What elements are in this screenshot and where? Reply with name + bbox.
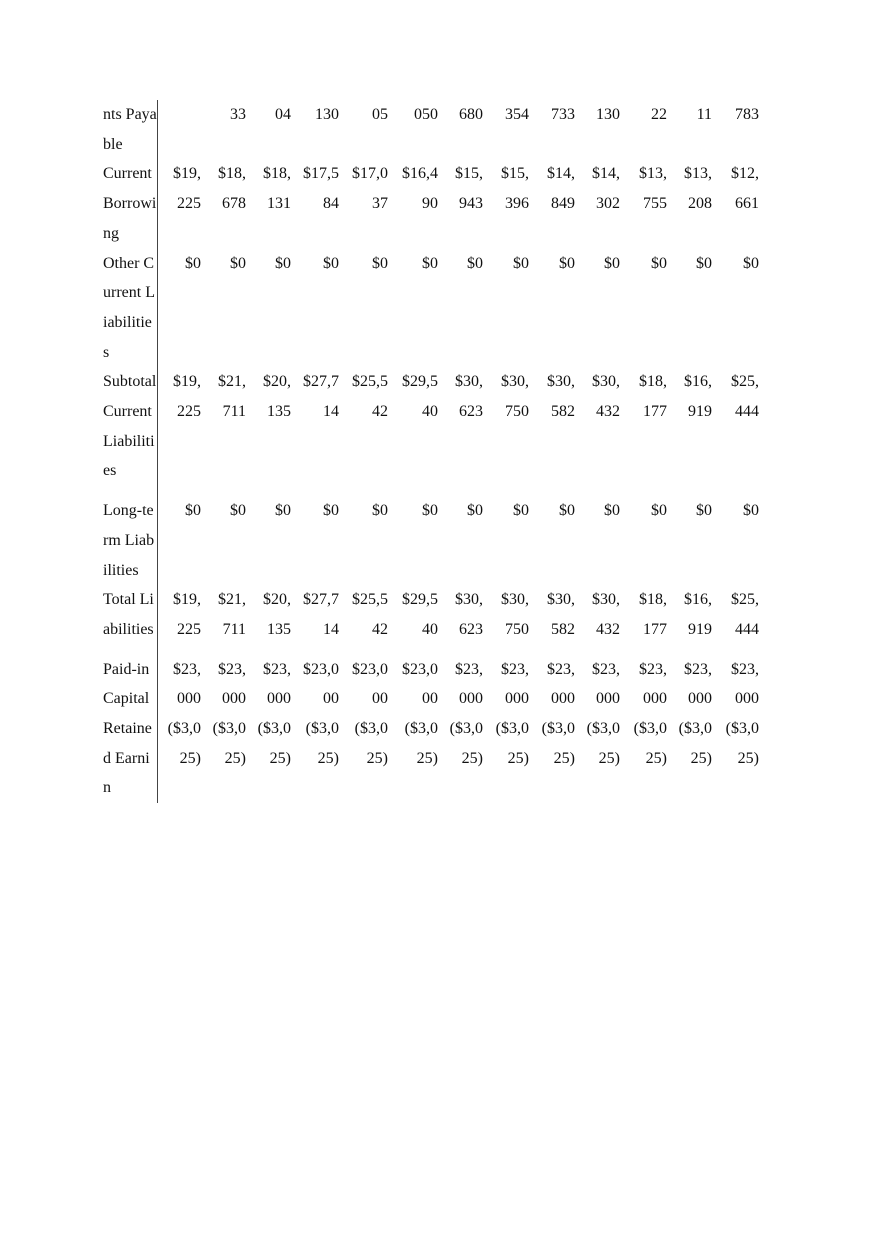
- cell-value: $23,000: [639, 660, 667, 708]
- table-cell: [339, 249, 388, 368]
- table-cell: [575, 367, 620, 486]
- cell-value: $0: [604, 502, 620, 520]
- table-cell: [158, 496, 202, 585]
- cell-value: 783: [735, 106, 759, 123]
- table-cell: [339, 100, 388, 159]
- table-cell: [575, 585, 620, 644]
- cell-value: $0: [743, 502, 759, 520]
- table-cell: [620, 249, 667, 368]
- spacer-cell: [201, 645, 246, 655]
- cell-value: $16,490: [402, 165, 438, 213]
- spacer-cell: [620, 486, 667, 496]
- cell-value: $15,943: [455, 165, 483, 213]
- table-cell: [483, 159, 529, 248]
- cell-value: ($3,025): [167, 720, 201, 767]
- spacer-cell: [158, 486, 202, 496]
- table-cell: [620, 159, 667, 248]
- cell-value: $13,208: [684, 165, 712, 213]
- cell-value: $0: [185, 254, 201, 272]
- cell-value: $17,037: [352, 165, 388, 213]
- table-cell: [246, 714, 291, 803]
- table-cell: [712, 585, 759, 644]
- cell-value: $0: [185, 502, 201, 520]
- table-cell: [246, 249, 291, 368]
- cell-value: 33: [230, 106, 246, 123]
- cell-value: $23,000: [684, 660, 712, 708]
- cell-value: 05: [372, 106, 388, 123]
- cell-value: 130: [315, 106, 339, 123]
- cell-value: $0: [275, 502, 291, 520]
- table-cell: [667, 367, 712, 486]
- cell-value: $0: [513, 502, 529, 520]
- table-cell: [339, 655, 388, 714]
- spacer-cell: [100, 486, 158, 496]
- cell-value: $21,711: [218, 591, 246, 638]
- table-cell: [529, 367, 575, 486]
- table-body: [100, 100, 759, 803]
- table-cell: [667, 159, 712, 248]
- cell-value: $30,582: [547, 591, 575, 638]
- spacer-cell: [339, 645, 388, 655]
- cell-value: $15,396: [501, 165, 529, 213]
- table-cell: [620, 585, 667, 644]
- table-cell: [158, 100, 202, 159]
- table-cell: [529, 159, 575, 248]
- table-cell: [246, 585, 291, 644]
- table-cell: [529, 496, 575, 585]
- table-cell: [575, 100, 620, 159]
- table-cell: [201, 655, 246, 714]
- table-cell: [291, 367, 339, 486]
- spacer-cell: [388, 486, 438, 496]
- cell-value: ($3,025): [257, 720, 291, 767]
- table-cell: [712, 367, 759, 486]
- cell-value: $25,542: [352, 591, 388, 638]
- spacer-cell: [100, 645, 158, 655]
- table-cell: [667, 100, 712, 159]
- row-label: Total Liabilities: [100, 585, 158, 644]
- cell-value: $0: [323, 502, 339, 520]
- table-cell: [529, 585, 575, 644]
- cell-value: $16,919: [684, 373, 712, 421]
- row-label: Current Borrowing: [100, 159, 158, 248]
- table-cell: [339, 714, 388, 803]
- cell-value: $12,661: [731, 165, 759, 213]
- cell-value: $0: [651, 254, 667, 272]
- table-row: [100, 585, 759, 644]
- cell-value: $0: [230, 502, 246, 520]
- table-cell: [291, 496, 339, 585]
- table-cell: [483, 249, 529, 368]
- cell-value: $14,849: [547, 165, 575, 213]
- cell-value: $18,177: [639, 373, 667, 421]
- table-cell: [438, 367, 483, 486]
- table-cell: [438, 159, 483, 248]
- cell-value: ($3,025): [449, 720, 483, 767]
- spacer-cell: [158, 645, 202, 655]
- cell-value: $23,000: [547, 660, 575, 708]
- table-row: [100, 655, 759, 714]
- table-cell: [712, 496, 759, 585]
- cell-value: $0: [696, 254, 712, 272]
- cell-value: $23,000: [352, 660, 388, 708]
- table-cell: [712, 100, 759, 159]
- cell-value: 11: [696, 106, 712, 123]
- table-cell: [388, 585, 438, 644]
- table-cell: [291, 585, 339, 644]
- spacer-cell: [529, 645, 575, 655]
- table-cell: [246, 100, 291, 159]
- cell-value: ($3,025): [541, 720, 575, 767]
- table-cell: [201, 585, 246, 644]
- table-cell: [246, 159, 291, 248]
- row-label: Long-term Liabilities: [100, 496, 158, 585]
- row-spacer: [100, 486, 759, 496]
- row-label: Paid-in Capital: [100, 655, 158, 714]
- cell-value: $0: [696, 502, 712, 520]
- cell-value: $0: [230, 254, 246, 272]
- table-cell: [388, 367, 438, 486]
- cell-value: 04: [275, 106, 291, 123]
- table-cell: [620, 714, 667, 803]
- row-label: Subtotal Current Liabilities: [100, 367, 158, 486]
- table-cell: [438, 655, 483, 714]
- cell-value: ($3,025): [633, 720, 667, 767]
- cell-value: $0: [422, 502, 438, 520]
- cell-value: 354: [505, 106, 529, 123]
- cell-value: $19,225: [173, 373, 201, 421]
- cell-value: $0: [743, 254, 759, 272]
- cell-value: $0: [559, 254, 575, 272]
- spacer-cell: [388, 645, 438, 655]
- spacer-cell: [529, 486, 575, 496]
- cell-value: ($3,025): [212, 720, 246, 767]
- table-cell: [667, 655, 712, 714]
- cell-value: $0: [323, 254, 339, 272]
- table-cell: [246, 496, 291, 585]
- cell-value: $25,444: [731, 591, 759, 638]
- table-cell: [158, 249, 202, 368]
- cell-value: $0: [559, 502, 575, 520]
- spacer-cell: [246, 645, 291, 655]
- table-cell: [575, 249, 620, 368]
- cell-value: ($3,025): [586, 720, 620, 767]
- table-cell: [712, 714, 759, 803]
- table-cell: [158, 714, 202, 803]
- cell-value: $23,000: [303, 660, 339, 708]
- table-cell: [201, 100, 246, 159]
- cell-value: $23,000: [402, 660, 438, 708]
- table-row: [100, 249, 759, 368]
- table-cell: [291, 714, 339, 803]
- spacer-cell: [483, 645, 529, 655]
- cell-value: $0: [651, 502, 667, 520]
- table-row: [100, 100, 759, 159]
- table-cell: [438, 100, 483, 159]
- cell-value: $25,444: [731, 373, 759, 421]
- table-cell: [388, 249, 438, 368]
- table-cell: [575, 496, 620, 585]
- table-cell: [529, 100, 575, 159]
- spacer-cell: [667, 645, 712, 655]
- table-cell: [339, 496, 388, 585]
- spacer-cell: [291, 645, 339, 655]
- table-cell: [483, 585, 529, 644]
- table-cell: [712, 159, 759, 248]
- cell-value: ($3,025): [354, 720, 388, 767]
- cell-value: $23,000: [731, 660, 759, 708]
- cell-value: $16,919: [684, 591, 712, 638]
- row-label: nts Payable: [100, 100, 158, 159]
- cell-value: $18,131: [263, 165, 291, 213]
- cell-value: $19,225: [173, 165, 201, 213]
- table-cell: [339, 367, 388, 486]
- cell-value: $17,584: [303, 165, 339, 213]
- table-cell: [483, 655, 529, 714]
- cell-value: $30,750: [501, 373, 529, 421]
- cell-value: $30,582: [547, 373, 575, 421]
- table-cell: [575, 714, 620, 803]
- table-cell: [158, 367, 202, 486]
- cell-value: ($3,025): [725, 720, 759, 767]
- table-cell: [201, 496, 246, 585]
- table-row: [100, 496, 759, 585]
- row-label: Other Current Liabilities: [100, 249, 158, 368]
- cell-value: $27,714: [303, 591, 339, 638]
- balance-sheet-table: [100, 100, 759, 803]
- cell-value: ($3,025): [495, 720, 529, 767]
- cell-value: $30,623: [455, 591, 483, 638]
- cell-value: $29,540: [402, 373, 438, 421]
- cell-value: $13,755: [639, 165, 667, 213]
- table-cell: [483, 714, 529, 803]
- cell-value: $30,432: [592, 373, 620, 421]
- cell-value: $27,714: [303, 373, 339, 421]
- row-spacer: [100, 645, 759, 655]
- spacer-cell: [438, 645, 483, 655]
- table-cell: [291, 655, 339, 714]
- table-cell: [575, 159, 620, 248]
- spacer-cell: [339, 486, 388, 496]
- cell-value: $0: [422, 254, 438, 272]
- cell-value: $23,000: [592, 660, 620, 708]
- cell-value: 733: [551, 106, 575, 123]
- row-label: Retained Earnin: [100, 714, 158, 803]
- cell-value: $0: [513, 254, 529, 272]
- cell-value: $0: [372, 254, 388, 272]
- spacer-cell: [575, 645, 620, 655]
- cell-value: $23,000: [218, 660, 246, 708]
- cell-value: 680: [459, 106, 483, 123]
- table-cell: [529, 655, 575, 714]
- cell-value: ($3,025): [404, 720, 438, 767]
- table-cell: [483, 367, 529, 486]
- cell-value: $19,225: [173, 591, 201, 638]
- cell-value: $30,750: [501, 591, 529, 638]
- cell-value: $18,177: [639, 591, 667, 638]
- spacer-cell: [246, 486, 291, 496]
- cell-value: $30,623: [455, 373, 483, 421]
- table-cell: [158, 159, 202, 248]
- table-cell: [438, 249, 483, 368]
- cell-value: ($3,025): [305, 720, 339, 767]
- table-cell: [201, 367, 246, 486]
- table-cell: [667, 249, 712, 368]
- spacer-cell: [712, 486, 759, 496]
- table-cell: [529, 714, 575, 803]
- table-cell: [620, 655, 667, 714]
- table-cell: [438, 714, 483, 803]
- cell-value: $23,000: [501, 660, 529, 708]
- table-cell: [388, 714, 438, 803]
- table-cell: [438, 585, 483, 644]
- cell-value: $29,540: [402, 591, 438, 638]
- cell-value: $18,678: [218, 165, 246, 213]
- spacer-cell: [438, 486, 483, 496]
- spacer-cell: [483, 486, 529, 496]
- table-cell: [339, 159, 388, 248]
- cell-value: $0: [275, 254, 291, 272]
- table-cell: [575, 655, 620, 714]
- table-cell: [667, 496, 712, 585]
- table-row: [100, 714, 759, 803]
- table-cell: [620, 367, 667, 486]
- cell-value: $14,302: [592, 165, 620, 213]
- table-cell: [246, 367, 291, 486]
- spacer-cell: [575, 486, 620, 496]
- cell-value: $0: [467, 254, 483, 272]
- table-cell: [388, 159, 438, 248]
- table-row: [100, 159, 759, 248]
- table-row: [100, 367, 759, 486]
- cell-value: 130: [596, 106, 620, 123]
- cell-value: $0: [604, 254, 620, 272]
- spacer-cell: [620, 645, 667, 655]
- table-cell: [158, 585, 202, 644]
- cell-value: 22: [651, 106, 667, 123]
- table-cell: [201, 159, 246, 248]
- table-cell: [667, 585, 712, 644]
- table-cell: [246, 655, 291, 714]
- cell-value: $23,000: [263, 660, 291, 708]
- cell-value: $25,542: [352, 373, 388, 421]
- table-cell: [529, 249, 575, 368]
- table-cell: [201, 714, 246, 803]
- spacer-cell: [667, 486, 712, 496]
- cell-value: $23,000: [173, 660, 201, 708]
- table-cell: [158, 655, 202, 714]
- cell-value: $20,135: [263, 373, 291, 421]
- table-cell: [620, 100, 667, 159]
- cell-value: $30,432: [592, 591, 620, 638]
- cell-value: 050: [414, 106, 438, 123]
- table-cell: [291, 249, 339, 368]
- table-cell: [291, 159, 339, 248]
- spacer-cell: [712, 645, 759, 655]
- table-cell: [712, 249, 759, 368]
- cell-value: $20,135: [263, 591, 291, 638]
- table-cell: [339, 585, 388, 644]
- cell-value: $23,000: [455, 660, 483, 708]
- table-cell: [291, 100, 339, 159]
- spacer-cell: [201, 486, 246, 496]
- table-cell: [438, 496, 483, 585]
- table-cell: [620, 496, 667, 585]
- cell-value: $0: [372, 502, 388, 520]
- table-cell: [483, 100, 529, 159]
- table-cell: [483, 496, 529, 585]
- cell-value: $21,711: [218, 373, 246, 421]
- table-cell: [388, 496, 438, 585]
- spacer-cell: [291, 486, 339, 496]
- table-cell: [388, 100, 438, 159]
- table-cell: [201, 249, 246, 368]
- table-cell: [667, 714, 712, 803]
- table-cell: [712, 655, 759, 714]
- cell-value: $0: [467, 502, 483, 520]
- table-cell: [388, 655, 438, 714]
- cell-value: ($3,025): [678, 720, 712, 767]
